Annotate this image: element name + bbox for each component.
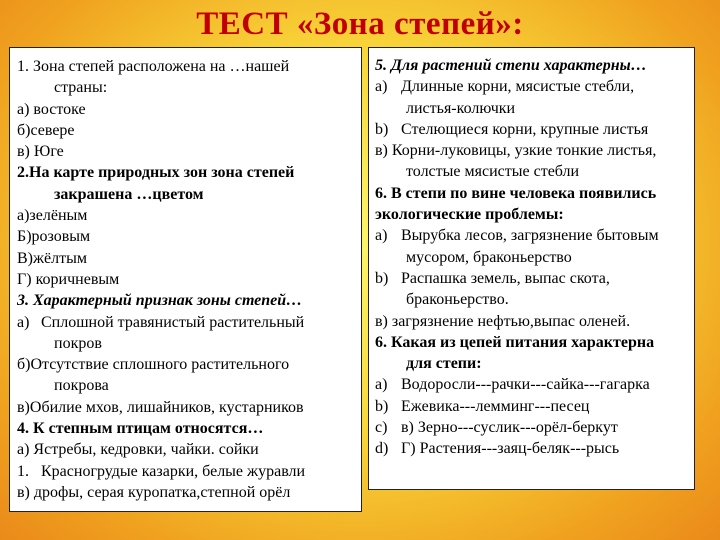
question-1-cont: страны: xyxy=(54,79,108,97)
question-7-cont: для степи: xyxy=(406,355,482,373)
answer-5a xyxy=(375,76,688,97)
answer-7b xyxy=(375,396,688,417)
question-2-cont: закрашена …цветом xyxy=(54,185,204,203)
answer-3a-cont: покров xyxy=(54,334,102,352)
question-6-cont: экологические проблемы: xyxy=(375,206,564,224)
answer-6c: в) загрязнение нефтью,выпас оленей. xyxy=(375,312,631,330)
list-marker: b) xyxy=(375,269,389,287)
answer-3a-text: Сплошной травянистый растительный xyxy=(41,313,305,331)
answer-7b-text: Ежевика---лемминг---песец xyxy=(401,397,590,415)
answer-7a-text: Водоросли---рачки---сайка---гагарка xyxy=(401,376,650,394)
list-marker: b) xyxy=(375,397,389,415)
answer-2c: В)жёлтым xyxy=(17,249,88,267)
answer-1a: а) востоке xyxy=(17,100,86,118)
question-2: 2.На карте природных зон зона степей xyxy=(17,164,295,182)
answer-6b-text: Распашка земель, выпас скота, xyxy=(401,269,610,287)
answer-7d xyxy=(375,438,688,459)
answer-5a-cont: листья-колючки xyxy=(406,99,516,117)
answer-3b: б)Отсутствие сплошного растительного xyxy=(17,356,290,374)
list-marker: а) xyxy=(17,313,30,331)
answer-4b-text: Красногрудые казарки, белые журавли xyxy=(41,462,306,480)
list-marker: b) xyxy=(375,120,389,138)
answer-4b xyxy=(17,461,353,482)
answer-3a xyxy=(17,312,353,333)
answer-2d: Г) коричневым xyxy=(17,270,120,288)
answer-2a: а)зелёным xyxy=(17,207,88,225)
answer-7a xyxy=(375,374,688,395)
page-title: ТЕСТ «Зона степей»: xyxy=(196,6,524,42)
answer-6a-cont: мусором, браконьерство xyxy=(406,248,572,266)
question-1: 1. Зона степей расположена на …нашей xyxy=(17,58,290,75)
answer-4c: в) дрофы, серая куропатка,степной орёл xyxy=(17,483,291,501)
question-4: 4. К степным птицам относятся… xyxy=(17,420,264,438)
list-marker: d) xyxy=(375,440,389,458)
list-marker: a) xyxy=(375,376,388,394)
answer-7c xyxy=(375,417,688,438)
question-6: 6. В степи по вине человека появились xyxy=(375,184,657,202)
answer-4a: а) Ястребы, кедровки, чайки. сойки xyxy=(17,441,259,459)
answer-7d-text: Г) Растения---заяц-беляк---рысь xyxy=(401,440,620,458)
test-panel-left xyxy=(9,47,362,512)
question-5: 5. Для растений степи характерны… xyxy=(375,57,647,74)
answer-6b-cont: браконьерство. xyxy=(406,291,509,309)
answer-3c: в)Обилие мхов, лишайников, кустарников xyxy=(17,398,304,416)
answer-5a-text: Длинные корни, мясистые стебли, xyxy=(401,78,635,96)
list-marker: c) xyxy=(375,419,388,437)
question-7: 6. Какая из цепей питания характерна xyxy=(375,333,655,351)
question-3: 3. Характерный признак зоны степей… xyxy=(17,292,303,310)
answer-2b: Б)розовым xyxy=(17,228,91,246)
answer-6b xyxy=(375,268,688,289)
answer-5b xyxy=(375,119,688,140)
answer-5b-text: Стелющиеся корни, крупные листья xyxy=(401,120,649,138)
answer-3b-cont: покрова xyxy=(54,377,109,395)
answer-5c-cont: толстые мясистые стебли xyxy=(406,163,580,181)
answer-5c: в) Корни-луковицы, узкие тонкие листья, xyxy=(375,142,657,160)
answer-7c-text: в) Зерно---суслик---орёл-беркут xyxy=(401,419,618,437)
answer-1c: в) Юге xyxy=(17,143,64,161)
test-panel-right xyxy=(368,47,695,490)
answer-6a-text: Вырубка лесов, загрязнение бытовым xyxy=(401,227,659,245)
answer-1b: б)севере xyxy=(17,121,75,139)
list-marker: a) xyxy=(375,227,388,245)
list-marker: a) xyxy=(375,78,388,96)
list-marker: 1. xyxy=(17,462,29,480)
answer-6a xyxy=(375,225,688,246)
